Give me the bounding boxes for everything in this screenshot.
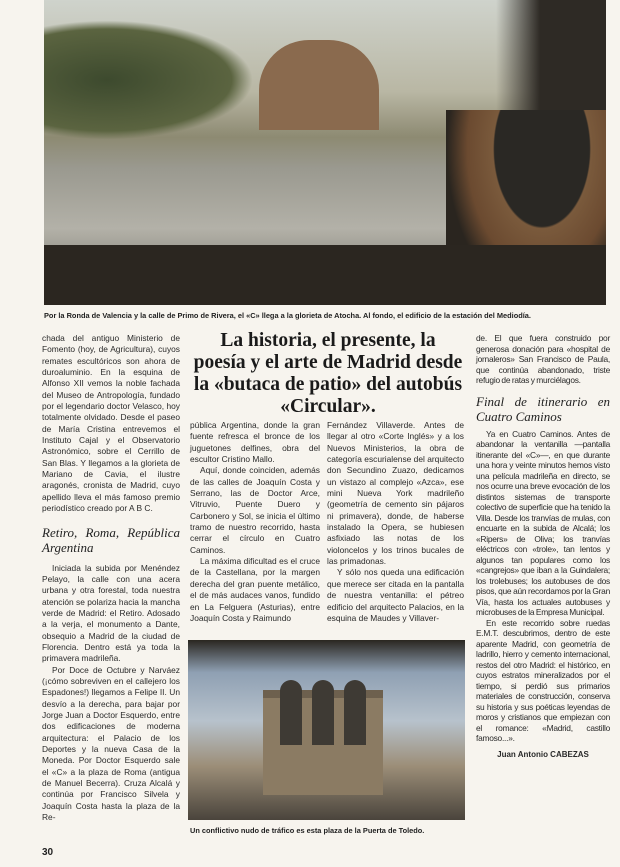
bottom-photo-caption: Un conflictivo nudo de tráfico es esta plaza de la Puerta de Toledo. [190,826,425,835]
paragraph: Ya en Cuatro Caminos. Antes de abandonar la ventanilla —pantalla itinerante del «C»—, en que durante una hora y veinte minutos hemos visto una película madrileña en directo, se nos ocurre una breve evocación de los distintos sistemas de transporte colectivo de superficie que ha tenido la Villa. Desde los tranvías de mulas, con encuarte en la subida de Alcalá; los «Ripers» de Oliva; los tranvías eléctricos con «trole», tan lentos y algunos tan populares como los «cangrejos» que iban a la Guindalera; los trolebuses; los autobuses de dos pisos, que aún recordamos por la Gran Vía, hasta los actuales autobuses y microbuses de la Empresa Municipal. [476,428,610,617]
paragraph: Fernández Villaverde. Antes de llegar al otro «Corte Inglés» y a los Nuevos Ministerios, la obra de categoría escurialense del arquitecto don Secundino Zuazo, dedicamos un vistazo al complejo «Azca», ese mini Nueva York madrileño (geometría de cemento sin pájaros ni primavera), donde, de haberse instalado la Opera, se hubiesen asfixiado las notas de los violoncelos y los trinos bucales de las primadonas. [327,420,464,567]
author-byline: Juan Antonio CABEZAS [497,749,589,759]
paragraph: Iniciada la subida por Menéndez Pelayo, la calle con una acera urbana y otra forestal, toda nuestra atención se polariza hacia la mancha verde de Madrid: el Retiro. Adosado a la verja, el monumento a Dante, obsequio a Madrid de la ciudad de Florencia. Dentro está ya toda la primavera madrileña. [42,562,180,664]
column-4 [476,333,610,760]
paragraph: En este recorrido sobre ruedas E.M.T. descubrimos, dentro de este aparente Madrid, con geometría de ladrillo, hierro y cemento internacional, restos del otro Madrid: el histórico, en cuyos estratos mineralizados por el tiempo, si perdió sus primarios materiales de construcción, conserva su historia y sus poéticas leyendas de moros y cristianos que empiezan con el romance: «Madrid, castillo famoso...». [476,617,610,743]
top-photo-caption: Por la Ronda de Valencia y la calle de Primo de Rivera, el «C» llega a la glorieta de Atocha. Al fondo, el edificio de la estación del Mediodía. [44,311,531,320]
column-1 [42,333,180,823]
paragraph: de. El que fuera construido por generosa donación para «hospital de jornaleros» San Francisco de Paula, que continúa abandonado, triste refugio de ratas y murciélagos. [476,333,610,385]
article-headline: La historia, el presente, la poesía y el arte de Madrid desde la «butaca de patio» del autobús «Circular». [193,330,463,417]
paragraph: chada del antiguo Ministerio de Fomento (hoy, de Agricultura), cuyos remates escultóricos son ahora de duroaluminio. En la esquina de Alfonso XII vemos la noble fachada del Museo de Antropología, fundado por el legendario doctor Velasco, hoy totalmente olvidado. Desde el paseo de María Cristina entrevemos el Instituto Cajal y el Observatorio Astronómico, sobre el Cerrillo de San Blas. Y llegamos a la glorieta de Mariano de Cavia, el ilustre aragonés, cronista de Madrid, cuyo apellido lleva el más famoso premio periodístico creado por A B C. [42,333,180,514]
paragraph: Por Doce de Octubre y Narváez (¡cómo sobreviven en el callejero los Espadones!) llegamos a Felipe II. Un desvío a la derecha, para bajar por Jorge Juan a Doctor Esquerdo, entre dos edificaciones de moderna arquitectura: el Palacio de los Deportes y la nueva Casa de la Moneda. Por Doctor Esquerdo sale el «C» a la plaza de Roma (antigua de Manuel Becerra). Cruza Alcalá y continúa por Francisco Silvela y Joaquín Costa hasta la plaza de la Re- [42,664,180,823]
page-number: 30 [42,847,54,858]
column-3 [327,420,464,624]
bus-window-photo-atocha [44,0,606,305]
subheading: Final de itinerario en Cuatro Caminos [476,393,610,424]
paragraph: Aquí, donde coinciden, además de las calles de Joaquín Costa y Serrano, las de Doctor Arce, Vitruvio, Puente Duero y Carbonero y Sol, se inicia el último tramo de nuestro recorrido, hasta cerrar el círculo en Cuatro Caminos. [190,465,320,555]
puerta-de-toledo-photo [188,640,465,820]
paragraph: La máxima dificultad es el cruce de la Castellana, por la margen derecha del gran puente metálico, el de más audaces vanos, fundido en La Felguera (Asturias), entre Joaquín Costa y Raimundo [190,556,320,623]
column-2 [190,420,320,624]
paragraph: pública Argentina, donde la gran fuente refresca el bronce de los juguetones delfines, obra del escultor Cristino Mallo. [190,420,320,465]
paragraph: Y sólo nos queda una edificación que merece ser citada en la pantalla de nuestra ventanilla: el pétreo edificio del arquitecto Palacios, en la esquina de Maudes y Villaver- [327,567,464,623]
subheading: Retiro, Roma, República Argentina [42,524,180,555]
